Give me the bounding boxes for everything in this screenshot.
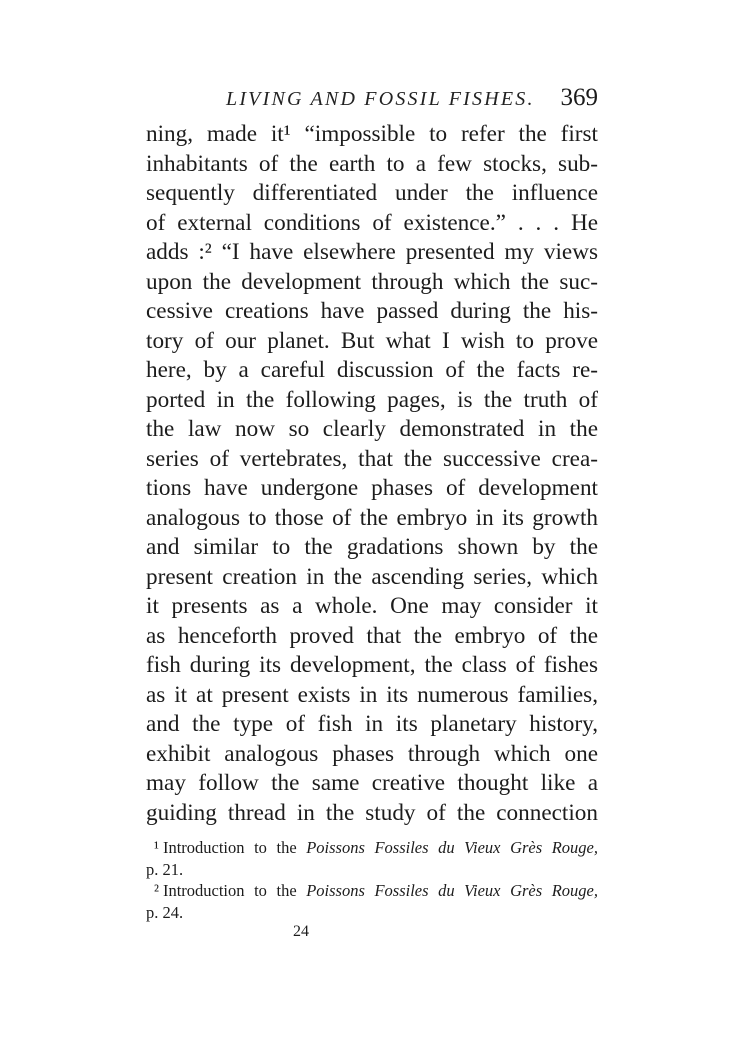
body-line: and the type of fish in its planetary history, bbox=[146, 711, 598, 737]
footnote-title: Poissons Fossiles du Vieux Grès Rouge, bbox=[306, 881, 598, 900]
body-line: fish during its development, the class of fishes bbox=[146, 652, 598, 678]
body-line: the law now so clearly demonstrated in the bbox=[146, 416, 598, 442]
body-line: ported in the following pages, is the truth of bbox=[146, 386, 598, 413]
body-line: tions have undergone phases of development bbox=[146, 475, 598, 501]
body-line: as it at present exists in its numerous families, bbox=[146, 681, 598, 708]
body-line: ning, made it¹ “impossible to refer the first bbox=[146, 121, 598, 147]
body-line: cessive creations have passed during the his- bbox=[146, 298, 598, 324]
footnotes bbox=[146, 837, 598, 923]
body-line: analogous to those of the embryo in its growth bbox=[146, 504, 598, 531]
footnote-marker: ² bbox=[154, 881, 159, 900]
body-line: of external conditions of existence.” . . . He bbox=[146, 209, 598, 236]
body-line: inhabitants of the earth to a few stocks, sub- bbox=[146, 150, 598, 177]
body-line: exhibit analogous phases through which one bbox=[146, 740, 598, 767]
signature-mark: 24 bbox=[293, 923, 309, 940]
footnote-2 bbox=[146, 880, 598, 902]
footnote-2-continuation: p. 24. bbox=[146, 902, 184, 922]
body-line: as henceforth proved that the embryo of the bbox=[146, 622, 598, 649]
body-line: adds :² “I have elsewhere presented my views bbox=[146, 239, 598, 265]
footnote-title: Poissons Fossiles du Vieux Grès Rouge, bbox=[306, 838, 598, 857]
body-line: may follow the same creative thought like a bbox=[146, 770, 598, 796]
body-line: and similar to the gradations shown by the bbox=[146, 534, 598, 560]
footnote-1 bbox=[146, 837, 598, 859]
body-line: series of vertebrates, that the successive crea- bbox=[146, 445, 598, 472]
body-line: it presents as a whole. One may consider it bbox=[146, 593, 598, 619]
body-line: sequently differentiated under the influence bbox=[146, 180, 598, 206]
footnote-text: Introduction to the bbox=[162, 838, 307, 857]
footnote-marker: ¹ bbox=[154, 838, 159, 857]
footnote-text: Introduction to the bbox=[162, 881, 307, 900]
body-line: present creation in the ascending series, which bbox=[146, 563, 598, 590]
body-text bbox=[146, 120, 598, 828]
body-line: here, by a careful discussion of the facts re- bbox=[146, 357, 598, 383]
body-line: guiding thread in the study of the connection bbox=[146, 799, 598, 826]
body-line: upon the development through which the suc- bbox=[146, 268, 598, 295]
body-line: tory of our planet. But what I wish to prove bbox=[146, 327, 598, 354]
page-number: 369 bbox=[560, 84, 598, 111]
footnote-1-continuation: p. 21. bbox=[146, 859, 184, 879]
running-header bbox=[148, 86, 598, 116]
running-title: LIVING AND FOSSIL FISHES. bbox=[226, 88, 535, 110]
